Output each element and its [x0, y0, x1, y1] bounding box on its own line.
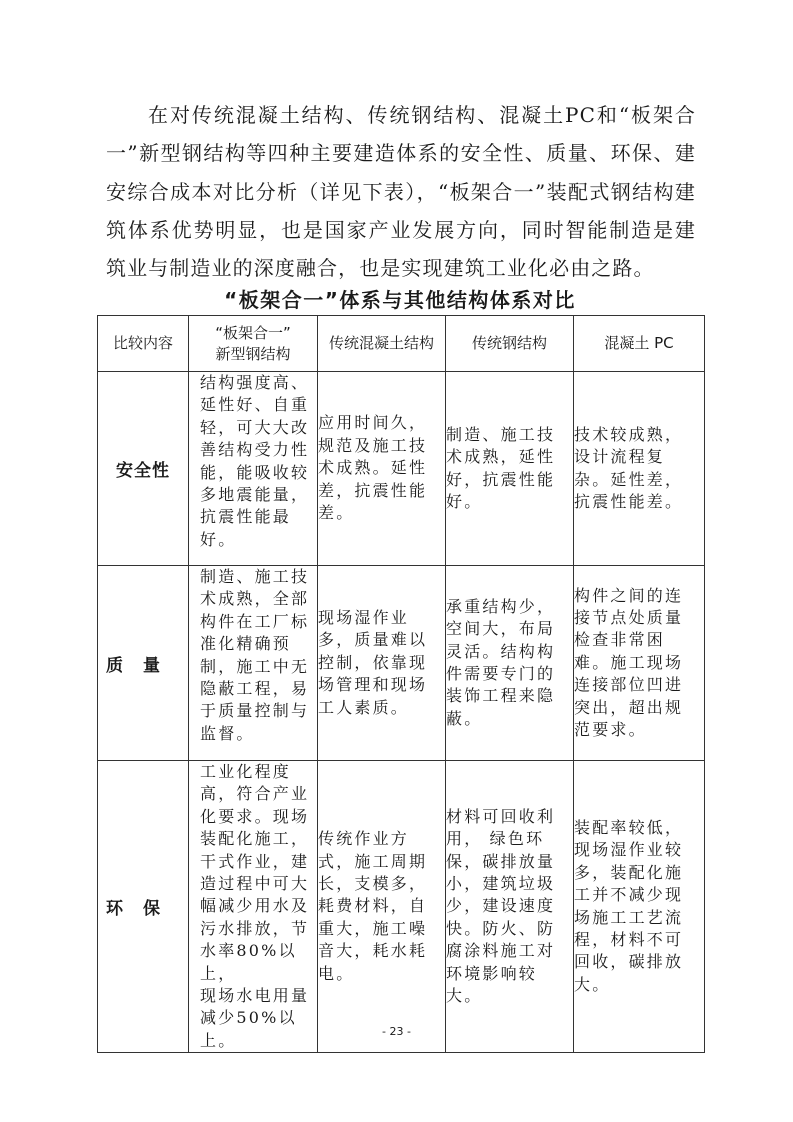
- cell-concrete: [318, 372, 446, 566]
- cell-line: 构件之间的连: [574, 585, 684, 605]
- cell-line: 规范及施工技: [318, 435, 428, 455]
- cell-line: 蔽。: [446, 708, 483, 728]
- row-label-text: 安全性: [116, 461, 170, 481]
- cell-bjhy: [189, 372, 318, 566]
- cell-line: 污水排放，节: [200, 918, 310, 938]
- cell-line: 现场湿作业较: [574, 840, 684, 860]
- comparison-table: [97, 315, 705, 1053]
- cell-line: 制造、施工技: [200, 567, 310, 586]
- cell-line: 用， 绿色环: [446, 829, 545, 849]
- cell-line: 灵活。结构构: [446, 641, 556, 661]
- intro-paragraph: 在对传统混凝土结构、传统钢结构、混凝土PC和“板架合一”新型钢结构等四种主要建造体系的安全性、质量、环保、建安综合成本对比分析（详见下表），“板架合一”装配式钢结构建筑体系优势明显，也是国家产业发展方向，同时智能制造是建筑业与制造业的深度融合，也是实现建筑工业化必由之路。: [106, 103, 696, 281]
- cell-line: 术成熟，延性: [446, 447, 556, 467]
- cell-line: 设计流程复: [574, 447, 666, 467]
- cell-line: 承重结构少，: [446, 596, 556, 616]
- cell-line: 造过程中可大: [200, 874, 310, 894]
- cell-line: 接节点处质量: [574, 607, 684, 627]
- header-bjhy-line1: “板架合一”: [215, 323, 291, 342]
- cell-line: 大。: [446, 986, 483, 1006]
- cell-line: 工人素质。: [318, 697, 410, 717]
- cell-line: 大。: [574, 974, 611, 994]
- cell-line: 检查非常困: [574, 630, 666, 650]
- table-row: [98, 372, 705, 566]
- cell-line: 多，装配化施: [574, 862, 684, 882]
- cell-line: 范要求。: [574, 720, 647, 740]
- table-row: [98, 566, 705, 761]
- cell-pc: [574, 372, 705, 566]
- cell-line: 术成熟，全部: [200, 589, 310, 609]
- cell-line: 腐涂料施工对: [446, 941, 556, 961]
- cell-line: 难。施工现场: [574, 652, 684, 672]
- cell-line: 于质量控制与: [200, 701, 310, 721]
- cell-line: 装饰工程来隐: [446, 686, 556, 706]
- cell-line: 连接部位凹进: [574, 675, 684, 695]
- row-label: [98, 761, 189, 1053]
- row-label: [98, 566, 189, 761]
- cell-line: 场管理和现场: [318, 675, 428, 695]
- cell-line: 构件在工厂标: [200, 611, 310, 631]
- cell-line: 技术较成熟，: [574, 424, 684, 444]
- cell-line: 现场湿作业: [318, 607, 410, 627]
- cell-line: 好。: [200, 529, 237, 549]
- table-row: [98, 761, 705, 1053]
- cell-line: 电。: [318, 963, 355, 983]
- cell-concrete: [318, 566, 446, 761]
- row-label: [98, 372, 189, 566]
- cell-line: 耗费材料，自: [318, 896, 428, 916]
- cell-line: 幅减少用水及: [200, 896, 310, 916]
- cell-line: 抗震性能最: [200, 507, 292, 527]
- cell-line: 多地震能量，: [200, 485, 310, 505]
- header-concrete: 传统混凝土结构: [318, 316, 446, 372]
- cell-line: 高，符合产业: [200, 784, 310, 804]
- header-compare: 比较内容: [98, 316, 189, 372]
- cell-line: 制，施工中无: [200, 656, 310, 676]
- cell-line: 突出，超出规: [574, 697, 684, 717]
- cell-line: 隐蔽工程，易: [200, 679, 310, 699]
- cell-line: 能，能吸收较: [200, 462, 310, 482]
- table-caption: “板架合一”体系与其他结构体系对比: [224, 288, 576, 312]
- page-number: - 23 -: [382, 1025, 411, 1038]
- cell-line: 术成熟。延性: [318, 458, 428, 478]
- cell-line: 好。: [446, 491, 483, 511]
- cell-line: 长，支模多，: [318, 874, 428, 894]
- cell-line: 保，碳排放量: [446, 851, 556, 871]
- cell-line: 好，抗震性能: [446, 469, 556, 489]
- cell-line: 回收，碳排放: [574, 952, 684, 972]
- cell-steel: [446, 372, 574, 566]
- header-bjhy-line2: 新型钢结构: [215, 344, 291, 363]
- cell-concrete: [318, 761, 446, 1053]
- cell-line: 音大，耗水耗: [318, 941, 428, 961]
- cell-line: 延性好、自重: [200, 395, 310, 415]
- cell-steel: [446, 761, 574, 1053]
- row-label-text: 质量: [106, 655, 180, 676]
- cell-line: 干式作业，建: [200, 851, 310, 871]
- row-label-text: 环保: [106, 899, 180, 920]
- cell-bjhy: [189, 566, 318, 761]
- header-bjhy: [189, 316, 318, 372]
- cell-pc: [574, 566, 705, 761]
- cell-line: 差。: [318, 503, 355, 523]
- cell-line: 程，材料不可: [574, 930, 684, 950]
- cell-line: 抗震性能差。: [574, 491, 684, 511]
- cell-line: 快。防火、防: [446, 918, 556, 938]
- cell-line: 控制，依靠现: [318, 652, 428, 672]
- cell-line: 杂。延性差，: [574, 469, 684, 489]
- cell-line: 水率80%以上，: [200, 941, 297, 983]
- cell-line: 多，质量难以: [318, 630, 428, 650]
- header-steel: 传统钢结构: [446, 316, 574, 372]
- cell-line: 式，施工周期: [318, 851, 428, 871]
- cell-line: 材料可回收利: [446, 806, 556, 826]
- cell-line: 装配率较低，: [574, 818, 684, 838]
- cell-line: 工业化程度: [200, 762, 292, 781]
- cell-line: 准化精确预: [200, 634, 292, 654]
- cell-line: 工并不减少现: [574, 885, 684, 905]
- cell-line: 空间大，布局: [446, 619, 556, 639]
- table-header-row: [98, 316, 705, 372]
- cell-line: 少，建设速度: [446, 896, 556, 916]
- cell-line: 减少50%以上。: [200, 1008, 297, 1050]
- cell-line: 善结构受力性: [200, 440, 310, 460]
- cell-line: 现场水电用量: [200, 986, 310, 1006]
- cell-line: 结构强度高、: [200, 373, 310, 392]
- cell-line: 小，建筑垃圾: [446, 874, 556, 894]
- cell-line: 环境影响较: [446, 963, 538, 983]
- cell-line: 差，抗震性能: [318, 480, 428, 500]
- cell-line: 应用时间久，: [318, 413, 428, 433]
- cell-line: 场施工工艺流: [574, 907, 684, 927]
- cell-line: 件需要专门的: [446, 664, 556, 683]
- cell-line: 制造、施工技: [446, 424, 556, 444]
- cell-line: 轻，可大大改: [200, 417, 310, 437]
- cell-line: 装配化施工，: [200, 829, 310, 849]
- cell-steel: [446, 566, 574, 761]
- cell-line: 重大，施工噪: [318, 918, 428, 938]
- header-pc: 混凝土 PC: [574, 316, 705, 372]
- cell-pc: [574, 761, 705, 1053]
- cell-line: 传统作业方: [318, 829, 410, 849]
- cell-line: 监督。: [200, 723, 255, 743]
- cell-bjhy: [189, 761, 318, 1053]
- cell-line: 化要求。现场: [200, 806, 310, 826]
